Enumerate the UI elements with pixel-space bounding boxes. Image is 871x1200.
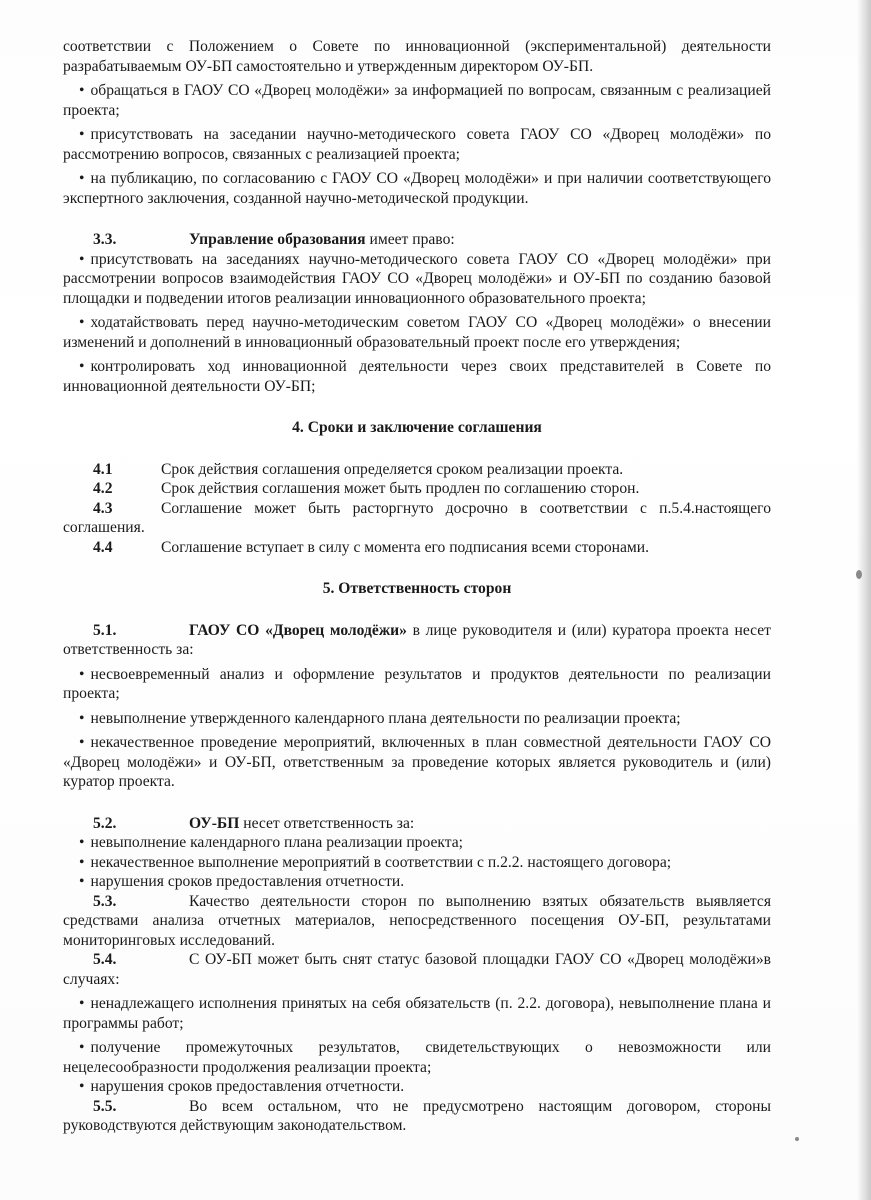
clause-number: 3.3. — [93, 231, 117, 248]
clause-text: имеет право: — [365, 231, 455, 248]
clause — [63, 621, 771, 660]
section-heading: 4. Сроки и заключение соглашения — [292, 419, 542, 436]
clause-number: 5.1. — [93, 621, 117, 639]
clause — [63, 499, 771, 538]
clause-text: С ОУ-БП может быть снят статус базовой площадки ГАОУ СО «Дворец молодёжи»в случаях: — [63, 951, 771, 988]
clause-subject: ОУ-БП — [189, 814, 240, 832]
clause-number: 4.2 — [93, 480, 113, 497]
clause — [63, 460, 771, 480]
section-heading: 5. Ответственность сторон — [322, 580, 512, 597]
clause-number: 4.3 — [93, 499, 113, 517]
clause — [63, 479, 771, 499]
bullet-item: • нарушения сроков предоставления отчетности. — [63, 872, 771, 892]
clause — [63, 950, 771, 989]
bullet-item: • невыполнение утвержденного календарного плана деятельности по реализации проекта; — [63, 709, 771, 729]
clause-text: Срок действия соглашения определяется сроком реализации проекта. — [161, 460, 624, 478]
clause-text: Соглашение вступает в силу с момента его подписания всеми сторонами. — [161, 538, 650, 556]
clause-number: 5.4. — [93, 951, 117, 968]
clause — [63, 1097, 771, 1136]
clause-text: Соглашение может быть расторгнуто досрочно в соответствии с п.5.4.настоящего соглашения. — [63, 499, 771, 536]
clause-number: 4.1 — [93, 460, 113, 478]
paragraph: соответствии с Положением о Совете по инновационной (экспериментальной) деятельности разрабатываемым ОУ-БП самостоятельно и утвержденным директором ОУ-БП. — [63, 38, 771, 75]
scan-speck — [795, 1137, 799, 1141]
bullet-item: • на публикацию, по согласованию с ГАОУ СО «Дворец молодёжи» и при наличии соответствующего экспертного заключения, созданной научно-методической продукции. — [63, 169, 771, 208]
bullet-item: • несвоевременный анализ и оформление результатов и продуктов деятельности по реализации проекта; — [63, 665, 771, 704]
scan-speck — [856, 570, 862, 579]
clause-number: 5.2. — [93, 814, 117, 832]
clause-number: 5.5. — [93, 1097, 117, 1115]
bullet-item: • некачественное проведение мероприятий, включенных в план совместной деятельности ГАОУ СО «Дворец молодёжи» и ОУ-БП, ответственным за проведение которых является руководитель и (или) куратор проекта. — [63, 733, 771, 792]
clause-text: Во всем остальном, что не предусмотрено настоящим договором, стороны руководствуются действующим законодательством. — [63, 1097, 771, 1134]
clause-number: 4.4 — [93, 538, 113, 556]
document-body — [63, 37, 771, 1136]
clause — [63, 814, 771, 834]
bullet-item: • обращаться в ГАОУ СО «Дворец молодёжи» за информацией по вопросам, связанным с реализацией проекта; — [63, 81, 771, 120]
clause-subject: Управление образования — [189, 231, 366, 248]
page-edge-shadow — [857, 0, 871, 1200]
bullet-item: • присутствовать на заседаниях научно-методического совета ГАОУ СО «Дворец молодёжи» при рассмотрении вопросов взаимодействия ГАОУ СО «Дворец молодёжи» и ОУ-БП по созданию базовой площадки и подведении итогов реализации инновационного образовательного проекта; — [63, 250, 771, 309]
bullet-item: • некачественное выполнение мероприятий в соответствии с п.2.2. настоящего договора; — [63, 853, 771, 873]
bullet-item: • невыполнение календарного плана реализации проекта; — [63, 833, 771, 853]
bullet-item: • нарушения сроков предоставления отчетности. — [63, 1077, 771, 1097]
clause-text: в лице руководителя и (или) куратора проекта несет ответственность за: — [63, 621, 771, 658]
bullet-item: • ненадлежащего исполнения принятых на себя обязательств (п. 2.2. договора), невыполнение плана и программы работ; — [63, 994, 771, 1033]
bullet-item: • присутствовать на заседании научно-методического совета ГАОУ СО «Дворец молодёжи» по рассмотрению вопросов, связанных с реализацией проекта; — [63, 125, 771, 164]
clause — [63, 538, 771, 558]
clause-number: 5.3. — [93, 892, 117, 910]
clause — [63, 892, 771, 951]
bullet-item: • получение промежуточных результатов, свидетельствующих о невозможности или нецелесообразности продолжения реализации проекта; — [63, 1038, 771, 1077]
clause-subject: ГАОУ СО «Дворец молодёжи» — [189, 621, 407, 639]
clause — [63, 230, 771, 250]
clause-text: Срок действия соглашения может быть продлен по соглашению сторон. — [161, 480, 640, 497]
clause-text: Качество деятельности сторон по выполнению взятых обязательств выявляется средствами анализа отчетных материалов, непосредственного посещения ОУ-БП, результатами мониторинговых исследований. — [63, 892, 771, 949]
clause-text: несет ответственность за: — [239, 814, 415, 832]
bullet-item: • контролировать ход инновационной деятельности через своих представителей в Совете по инновационной деятельности ОУ-БП; — [63, 357, 771, 396]
bullet-item: • ходатайствовать перед научно-методическим советом ГАОУ СО «Дворец молодёжи» о внесении изменений и дополнений в инновационный образовательный проект после его утверждения; — [63, 313, 771, 352]
